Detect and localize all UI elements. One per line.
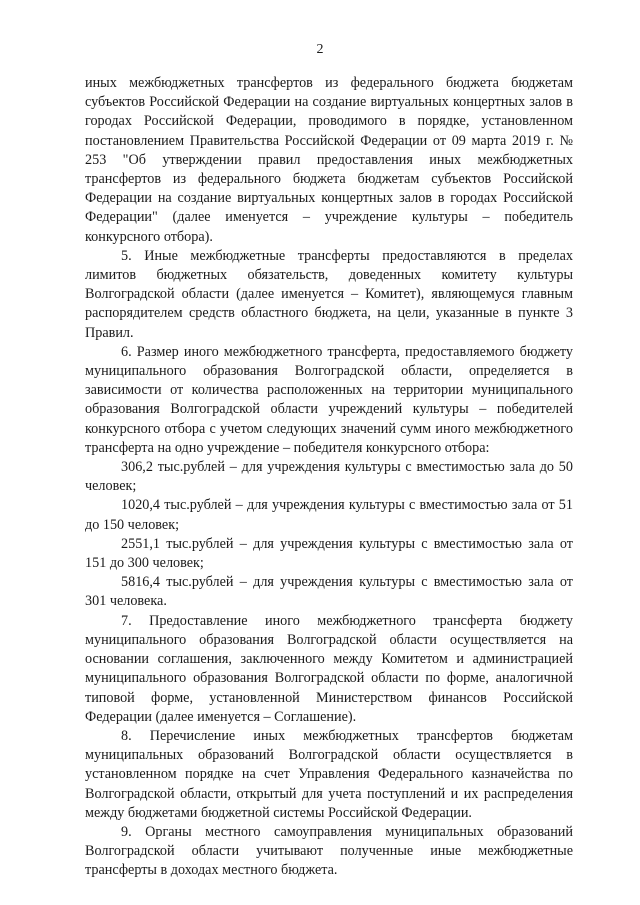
paragraph-continuation: иных межбюджетных трансфертов из федерального бюджета бюджетам субъектов Российской Федерации на создание виртуальных концертных залов в городах Российской Федерации, проводимого в порядке, установленном постановлением Правительства Российской Федерации от 09 марта 2019 г. № 253 "Об утверждении правил предоставления иных межбюджетных трансфертов из федерального бюджета бюджетам субъектов Российской Федерации на создание виртуальных концертных залов в городах Российской Федерации" (далее именуется – учреждение культуры – победитель конкурсного отбора). — [85, 75, 573, 245]
paragraph-5: 5. Иные межбюджетные трансферты предоставляются в пределах лимитов бюджетных обязательств, доведенных комитету культуры Волгоградской области (далее именуется – Комитет), являющемуся главным распорядителем средств областного бюджета, на цели, указанные в пункте 3 Правил. — [85, 247, 573, 341]
paragraph-6-item-3: 2551,1 тыс.рублей – для учреждения культуры с вместимостью зала от 151 до 300 человек; — [85, 535, 573, 572]
paragraph-7: 7. Предоставление иного межбюджетного трансферта бюджету муниципального образования Волгоградской области осуществляется на основании соглашения, заключенного между Комитетом и администрацией муниципального образования Волгоградской области по форме, аналогичной типовой форме, установленной Министерством финансов Российской Федерации (далее именуется – Соглашение). — [85, 612, 573, 725]
paragraph-6-item-4: 5816,4 тыс.рублей – для учреждения культуры с вместимостью зала от 301 человека. — [85, 574, 573, 610]
document-body — [85, 74, 573, 881]
paragraph-6: 6. Размер иного межбюджетного трансферта, предоставляемого бюджету муниципального образования Волгоградской области, определяется в зависимости от количества расположенных на территории муниципального образования Волгоградской области учреждений культуры – победителей конкурсного отбора с учетом следующих значений сумм иного межбюджетного трансферта на одно учреждение – победителя конкурсного отбора: — [85, 343, 573, 456]
paragraph-6-item-2: 1020,4 тыс.рублей – для учреждения культуры с вместимостью зала от 51 до 150 человек; — [85, 497, 573, 533]
paragraph-8: 8. Перечисление иных межбюджетных трансфертов бюджетам муниципальных образований Волгоградской области осуществляется в установленном порядке на счет Управления Федерального казначейства по Волгоградской области, открытый для учета поступлений и их распределения между бюджетами бюджетной системы Российской Федерации. — [85, 727, 573, 821]
page-number: 2 — [316, 42, 324, 57]
paragraph-6-item-1: 306,2 тыс.рублей – для учреждения культуры с вместимостью зала до 50 человек; — [85, 459, 573, 495]
paragraph-9: 9. Органы местного самоуправления муниципальных образований Волгоградской области учитывают полученные иные межбюджетные трансферты в доходах местного бюджета. — [85, 823, 573, 879]
